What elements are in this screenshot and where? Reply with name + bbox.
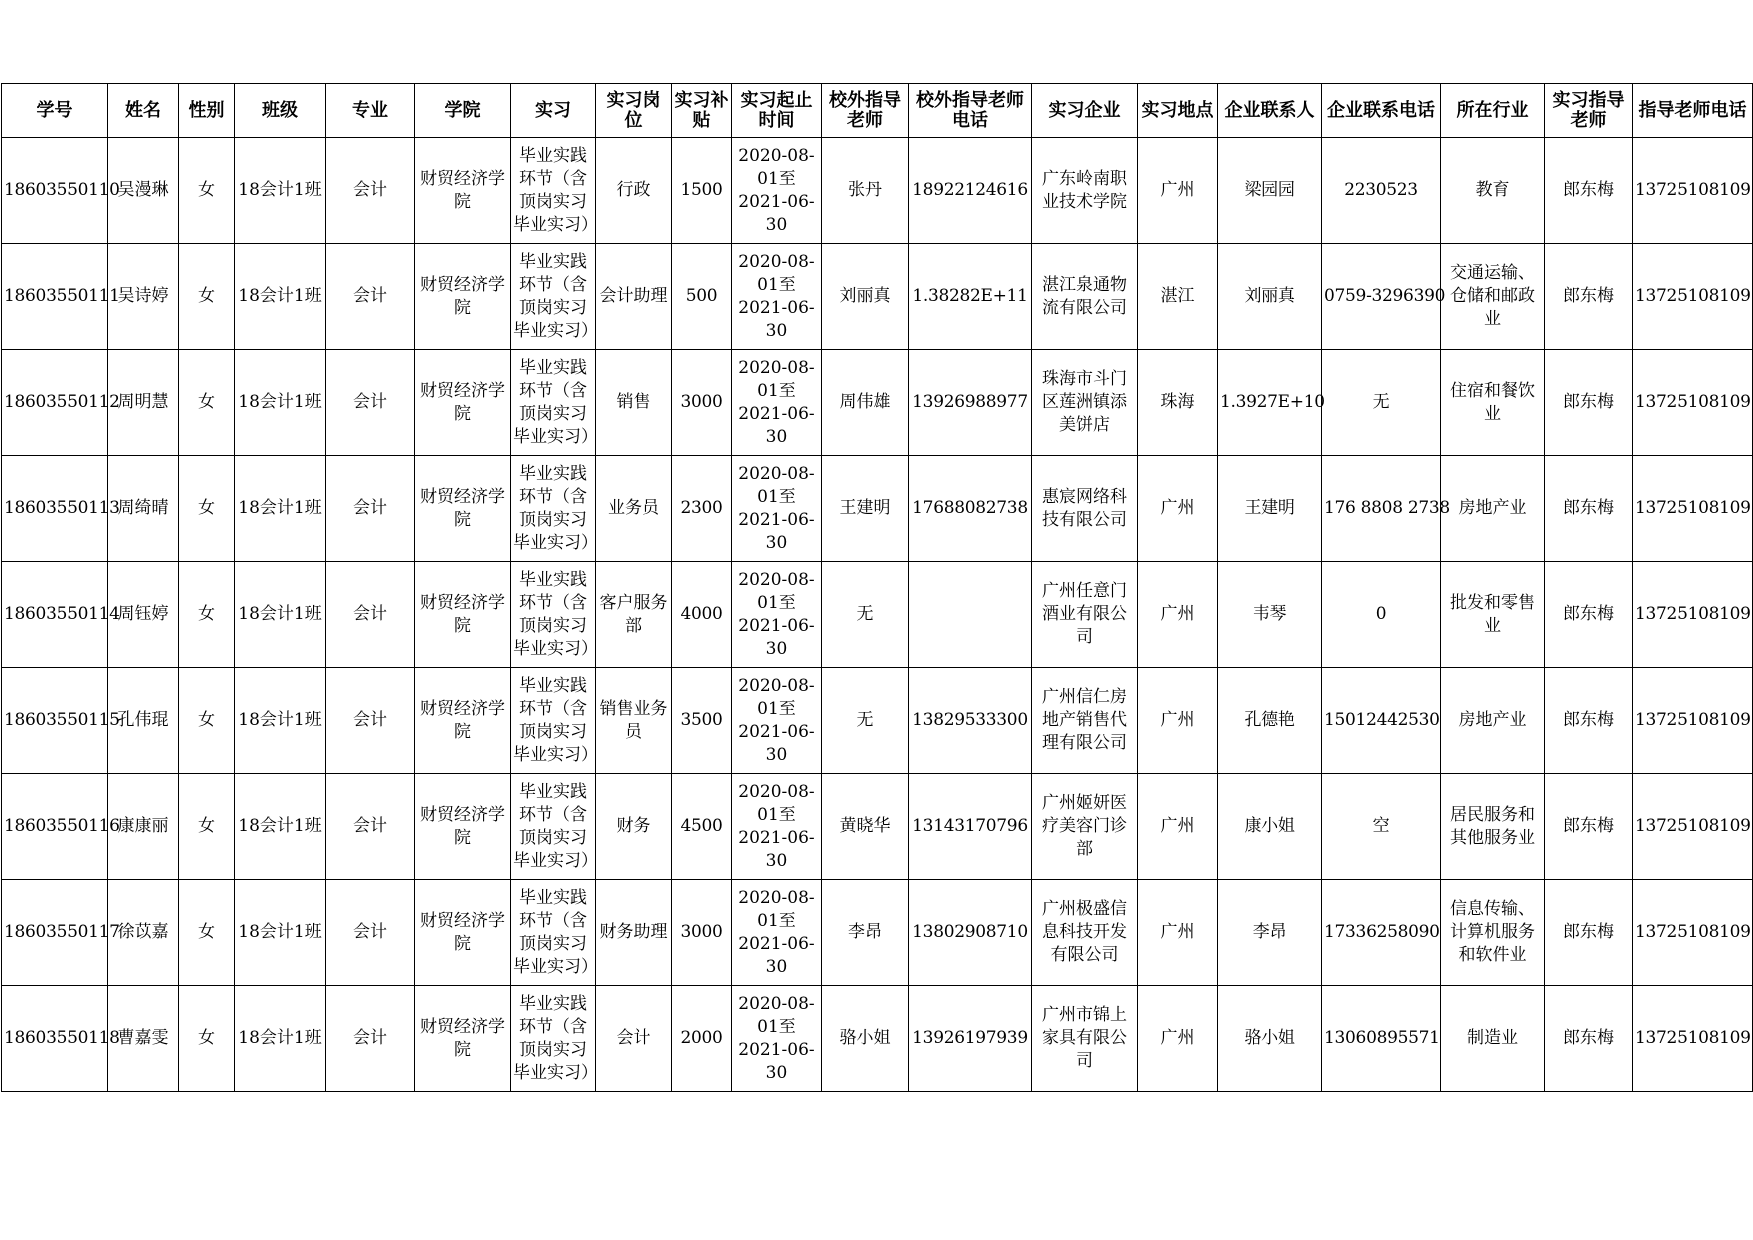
cell-position: 业务员 xyxy=(596,456,672,562)
cell-college: 财贸经济学院 xyxy=(415,774,511,880)
column-header-gender: 性别 xyxy=(179,84,235,138)
cell-internship-advisor: 郎东梅 xyxy=(1545,138,1633,244)
cell-industry: 批发和零售业 xyxy=(1441,562,1545,668)
cell-major: 会计 xyxy=(326,456,415,562)
cell-company-contact: 孔德艳 xyxy=(1218,668,1322,774)
cell-external-advisor-phone: 13143170796 xyxy=(909,774,1032,880)
cell-company: 惠宸网络科技有限公司 xyxy=(1032,456,1138,562)
cell-external-advisor-phone: 17688082738 xyxy=(909,456,1032,562)
cell-name: 周明慧 xyxy=(108,350,179,456)
cell-company-contact: 李昂 xyxy=(1218,880,1322,986)
table-row xyxy=(2,244,1753,350)
cell-internship-type: 毕业实践环节（含顶岗实习毕业实习） xyxy=(511,668,596,774)
cell-advisor-phone: 13725108109 xyxy=(1633,562,1753,668)
cell-location: 广州 xyxy=(1138,774,1218,880)
table-row xyxy=(2,774,1753,880)
cell-internship-advisor: 郎东梅 xyxy=(1545,880,1633,986)
cell-gender: 女 xyxy=(179,562,235,668)
cell-college: 财贸经济学院 xyxy=(415,562,511,668)
column-header-student-id: 学号 xyxy=(2,84,108,138)
cell-industry: 信息传输、计算机服务和软件业 xyxy=(1441,880,1545,986)
cell-position: 客户服务部 xyxy=(596,562,672,668)
cell-student-id: 18603550111 xyxy=(2,244,108,350)
cell-position: 财务助理 xyxy=(596,880,672,986)
cell-internship-advisor: 郎东梅 xyxy=(1545,456,1633,562)
internship-table xyxy=(1,83,1753,1092)
cell-industry: 房地产业 xyxy=(1441,456,1545,562)
cell-name: 徐苡嘉 xyxy=(108,880,179,986)
cell-subsidy: 4500 xyxy=(672,774,732,880)
cell-subsidy: 3000 xyxy=(672,350,732,456)
table-row xyxy=(2,668,1753,774)
cell-external-advisor-phone: 13829533300 xyxy=(909,668,1032,774)
cell-subsidy: 3500 xyxy=(672,668,732,774)
cell-external-advisor-phone xyxy=(909,562,1032,668)
cell-major: 会计 xyxy=(326,350,415,456)
table-row xyxy=(2,350,1753,456)
cell-major: 会计 xyxy=(326,562,415,668)
table-row xyxy=(2,138,1753,244)
cell-company: 广东岭南职业技术学院 xyxy=(1032,138,1138,244)
cell-period: 2020-08-01至2021-06-30 xyxy=(732,456,822,562)
column-header-major: 专业 xyxy=(326,84,415,138)
column-header-period: 实习起止时间 xyxy=(732,84,822,138)
cell-advisor-phone: 13725108109 xyxy=(1633,350,1753,456)
cell-location: 广州 xyxy=(1138,138,1218,244)
cell-gender: 女 xyxy=(179,986,235,1092)
column-header-advisor-phone: 指导老师电话 xyxy=(1633,84,1753,138)
cell-gender: 女 xyxy=(179,350,235,456)
column-header-industry: 所在行业 xyxy=(1441,84,1545,138)
cell-location: 广州 xyxy=(1138,456,1218,562)
cell-external-advisor: 无 xyxy=(822,668,909,774)
cell-gender: 女 xyxy=(179,774,235,880)
column-header-position: 实习岗位 xyxy=(596,84,672,138)
cell-company-phone: 2230523 xyxy=(1322,138,1441,244)
cell-subsidy: 4000 xyxy=(672,562,732,668)
cell-advisor-phone: 13725108109 xyxy=(1633,244,1753,350)
cell-location: 珠海 xyxy=(1138,350,1218,456)
cell-period: 2020-08-01至2021-06-30 xyxy=(732,668,822,774)
cell-position: 会计 xyxy=(596,986,672,1092)
cell-position: 销售业务员 xyxy=(596,668,672,774)
cell-position: 销售 xyxy=(596,350,672,456)
column-header-college: 学院 xyxy=(415,84,511,138)
cell-company-phone: 15012442530 xyxy=(1322,668,1441,774)
cell-external-advisor-phone: 1.38282E+11 xyxy=(909,244,1032,350)
column-header-company-phone: 企业联系电话 xyxy=(1322,84,1441,138)
column-header-name: 姓名 xyxy=(108,84,179,138)
cell-internship-advisor: 郎东梅 xyxy=(1545,774,1633,880)
cell-class: 18会计1班 xyxy=(235,986,326,1092)
column-header-external-advisor: 校外指导老师 xyxy=(822,84,909,138)
cell-company: 广州市锦上家具有限公司 xyxy=(1032,986,1138,1092)
cell-college: 财贸经济学院 xyxy=(415,244,511,350)
cell-period: 2020-08-01至2021-06-30 xyxy=(732,774,822,880)
cell-external-advisor-phone: 13802908710 xyxy=(909,880,1032,986)
cell-company-contact: 王建明 xyxy=(1218,456,1322,562)
cell-college: 财贸经济学院 xyxy=(415,880,511,986)
cell-gender: 女 xyxy=(179,880,235,986)
column-header-company-contact: 企业联系人 xyxy=(1218,84,1322,138)
cell-student-id: 18603550113 xyxy=(2,456,108,562)
cell-advisor-phone: 13725108109 xyxy=(1633,880,1753,986)
cell-class: 18会计1班 xyxy=(235,880,326,986)
column-header-location: 实习地点 xyxy=(1138,84,1218,138)
cell-period: 2020-08-01至2021-06-30 xyxy=(732,880,822,986)
table-row xyxy=(2,562,1753,668)
cell-gender: 女 xyxy=(179,668,235,774)
cell-major: 会计 xyxy=(326,138,415,244)
cell-class: 18会计1班 xyxy=(235,244,326,350)
cell-student-id: 18603550114 xyxy=(2,562,108,668)
cell-college: 财贸经济学院 xyxy=(415,350,511,456)
cell-internship-advisor: 郎东梅 xyxy=(1545,668,1633,774)
cell-name: 吴漫琳 xyxy=(108,138,179,244)
cell-name: 康康丽 xyxy=(108,774,179,880)
cell-name: 吴诗婷 xyxy=(108,244,179,350)
column-header-external-advisor-phone: 校外指导老师电话 xyxy=(909,84,1032,138)
cell-company-phone: 空 xyxy=(1322,774,1441,880)
cell-subsidy: 2300 xyxy=(672,456,732,562)
cell-student-id: 18603550115 xyxy=(2,668,108,774)
cell-company: 珠海市斗门区莲洲镇添美饼店 xyxy=(1032,350,1138,456)
cell-student-id: 18603550116 xyxy=(2,774,108,880)
cell-industry: 交通运输、仓储和邮政业 xyxy=(1441,244,1545,350)
cell-company: 广州信仁房地产销售代理有限公司 xyxy=(1032,668,1138,774)
cell-internship-advisor: 郎东梅 xyxy=(1545,986,1633,1092)
cell-company-contact: 韦琴 xyxy=(1218,562,1322,668)
cell-external-advisor: 刘丽真 xyxy=(822,244,909,350)
cell-company-contact: 1.3927E+10 xyxy=(1218,350,1322,456)
cell-name: 曹嘉雯 xyxy=(108,986,179,1092)
cell-company-phone: 0 xyxy=(1322,562,1441,668)
cell-subsidy: 1500 xyxy=(672,138,732,244)
cell-college: 财贸经济学院 xyxy=(415,138,511,244)
cell-subsidy: 2000 xyxy=(672,986,732,1092)
cell-major: 会计 xyxy=(326,668,415,774)
cell-industry: 住宿和餐饮业 xyxy=(1441,350,1545,456)
cell-college: 财贸经济学院 xyxy=(415,456,511,562)
cell-position: 财务 xyxy=(596,774,672,880)
cell-company-contact: 刘丽真 xyxy=(1218,244,1322,350)
cell-advisor-phone: 13725108109 xyxy=(1633,138,1753,244)
cell-internship-advisor: 郎东梅 xyxy=(1545,244,1633,350)
column-header-company: 实习企业 xyxy=(1032,84,1138,138)
cell-period: 2020-08-01至2021-06-30 xyxy=(732,562,822,668)
cell-internship-advisor: 郎东梅 xyxy=(1545,562,1633,668)
cell-class: 18会计1班 xyxy=(235,668,326,774)
cell-company-phone: 13060895571 xyxy=(1322,986,1441,1092)
cell-gender: 女 xyxy=(179,138,235,244)
cell-location: 广州 xyxy=(1138,880,1218,986)
cell-period: 2020-08-01至2021-06-30 xyxy=(732,138,822,244)
cell-industry: 制造业 xyxy=(1441,986,1545,1092)
cell-external-advisor: 骆小姐 xyxy=(822,986,909,1092)
cell-company-contact: 骆小姐 xyxy=(1218,986,1322,1092)
cell-internship-type: 毕业实践环节（含顶岗实习毕业实习） xyxy=(511,880,596,986)
cell-major: 会计 xyxy=(326,880,415,986)
cell-external-advisor-phone: 18922124616 xyxy=(909,138,1032,244)
cell-location: 广州 xyxy=(1138,562,1218,668)
cell-external-advisor-phone: 13926988977 xyxy=(909,350,1032,456)
cell-industry: 房地产业 xyxy=(1441,668,1545,774)
table-row xyxy=(2,880,1753,986)
cell-internship-advisor: 郎东梅 xyxy=(1545,350,1633,456)
cell-position: 行政 xyxy=(596,138,672,244)
cell-major: 会计 xyxy=(326,986,415,1092)
cell-class: 18会计1班 xyxy=(235,456,326,562)
cell-student-id: 18603550110 xyxy=(2,138,108,244)
cell-location: 广州 xyxy=(1138,668,1218,774)
cell-internship-type: 毕业实践环节（含顶岗实习毕业实习） xyxy=(511,986,596,1092)
cell-external-advisor-phone: 13926197939 xyxy=(909,986,1032,1092)
cell-company: 广州姬妍医疗美容门诊部 xyxy=(1032,774,1138,880)
cell-external-advisor: 黄晓华 xyxy=(822,774,909,880)
cell-internship-type: 毕业实践环节（含顶岗实习毕业实习） xyxy=(511,562,596,668)
cell-external-advisor: 李昂 xyxy=(822,880,909,986)
cell-company-phone: 无 xyxy=(1322,350,1441,456)
table-header-row xyxy=(2,84,1753,138)
cell-internship-type: 毕业实践环节（含顶岗实习毕业实习） xyxy=(511,138,596,244)
cell-student-id: 18603550112 xyxy=(2,350,108,456)
column-header-subsidy: 实习补贴 xyxy=(672,84,732,138)
cell-class: 18会计1班 xyxy=(235,350,326,456)
cell-advisor-phone: 13725108109 xyxy=(1633,456,1753,562)
cell-company-phone: 176 8808 2738 xyxy=(1322,456,1441,562)
cell-class: 18会计1班 xyxy=(235,138,326,244)
cell-location: 广州 xyxy=(1138,986,1218,1092)
cell-college: 财贸经济学院 xyxy=(415,668,511,774)
cell-advisor-phone: 13725108109 xyxy=(1633,774,1753,880)
table-row xyxy=(2,456,1753,562)
cell-industry: 居民服务和其他服务业 xyxy=(1441,774,1545,880)
cell-company-phone: 0759-3296390 xyxy=(1322,244,1441,350)
cell-period: 2020-08-01至2021-06-30 xyxy=(732,986,822,1092)
cell-class: 18会计1班 xyxy=(235,774,326,880)
cell-period: 2020-08-01至2021-06-30 xyxy=(732,244,822,350)
cell-class: 18会计1班 xyxy=(235,562,326,668)
cell-gender: 女 xyxy=(179,244,235,350)
cell-external-advisor: 张丹 xyxy=(822,138,909,244)
cell-company-contact: 梁园园 xyxy=(1218,138,1322,244)
cell-name: 周钰婷 xyxy=(108,562,179,668)
cell-internship-type: 毕业实践环节（含顶岗实习毕业实习） xyxy=(511,244,596,350)
cell-company-contact: 康小姐 xyxy=(1218,774,1322,880)
cell-major: 会计 xyxy=(326,774,415,880)
cell-college: 财贸经济学院 xyxy=(415,986,511,1092)
cell-company: 广州极盛信息科技开发有限公司 xyxy=(1032,880,1138,986)
cell-advisor-phone: 13725108109 xyxy=(1633,986,1753,1092)
cell-name: 孔伟琨 xyxy=(108,668,179,774)
cell-internship-type: 毕业实践环节（含顶岗实习毕业实习） xyxy=(511,350,596,456)
cell-subsidy: 3000 xyxy=(672,880,732,986)
cell-location: 湛江 xyxy=(1138,244,1218,350)
cell-company-phone: 17336258090 xyxy=(1322,880,1441,986)
cell-subsidy: 500 xyxy=(672,244,732,350)
table-row xyxy=(2,986,1753,1092)
column-header-internship-advisor: 实习指导老师 xyxy=(1545,84,1633,138)
cell-position: 会计助理 xyxy=(596,244,672,350)
cell-advisor-phone: 13725108109 xyxy=(1633,668,1753,774)
cell-period: 2020-08-01至2021-06-30 xyxy=(732,350,822,456)
cell-industry: 教育 xyxy=(1441,138,1545,244)
cell-gender: 女 xyxy=(179,456,235,562)
cell-major: 会计 xyxy=(326,244,415,350)
cell-external-advisor: 无 xyxy=(822,562,909,668)
cell-name: 周绮晴 xyxy=(108,456,179,562)
cell-company: 广州任意门酒业有限公司 xyxy=(1032,562,1138,668)
cell-internship-type: 毕业实践环节（含顶岗实习毕业实习） xyxy=(511,456,596,562)
cell-internship-type: 毕业实践环节（含顶岗实习毕业实习） xyxy=(511,774,596,880)
column-header-class: 班级 xyxy=(235,84,326,138)
table-body xyxy=(2,138,1753,1092)
cell-external-advisor: 周伟雄 xyxy=(822,350,909,456)
cell-student-id: 18603550118 xyxy=(2,986,108,1092)
cell-company: 湛江泉通物流有限公司 xyxy=(1032,244,1138,350)
column-header-internship-type: 实习 xyxy=(511,84,596,138)
cell-student-id: 18603550117 xyxy=(2,880,108,986)
cell-external-advisor: 王建明 xyxy=(822,456,909,562)
